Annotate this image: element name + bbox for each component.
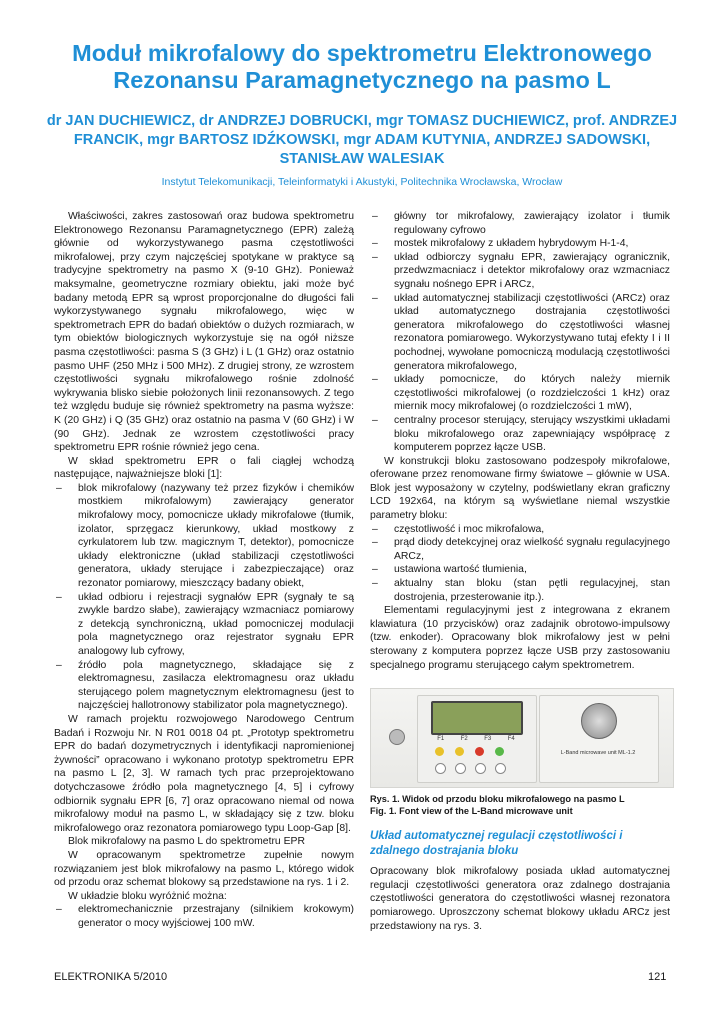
key-f2-label: F2 (460, 736, 468, 743)
key-f1-label: F1 (437, 736, 445, 743)
list-item: – centralny procesor sterujący, sterujący wszystkimi układami bloku mikrofalowego oraz zapewniający współpracę z komputerem poprzez łącze USB. (370, 414, 670, 455)
article-title: Moduł mikrofalowy do spektrometru Elektronowego Rezonansu Paramagnetycznego na pasmo L (72, 40, 652, 93)
list-item: – częstotliwość i moc mikrofalowa, (370, 523, 670, 537)
list-item: – mostek mikrofalowy z układem hybrydowym H-1-4, (370, 237, 670, 251)
list-item: – układ odbiorczy sygnału EPR, zawierający ogranicznik, przedwzmacniacz i detektor mikrofalowy oraz wzmacniacz sygnału nośnego EPR i ARCz, (370, 251, 670, 292)
bullet-list (370, 523, 670, 605)
list-item: – elektromechanicznie przestrajany (silnikiem krokowym) generator o mocy wyjściowej 100 mW. (54, 903, 354, 930)
list-item: – układ automatycznej stabilizacji częstotliwości (ARCz) oraz układ automatycznego dostrajania częstotliwości generatora mikrofalowego do częstotliwości własnej rezonatora pomiarowego. Wykorzystywano tutaj efekty I i II pochodnej, wywołane pomocniczą modulacją częstotliwości generatora mikrofalowego, (370, 292, 670, 374)
list-item: – blok mikrofalowy (nazywany też przez fizyków i chemików mostkiem mikrofalowym) zawierający generator mikrofalowy mocy, pomocnicze układy mikrofalowe (tłumik, izolator, sprzęgacz kierunkowy, układ mostkowy z cyrkulatorem lub tzw. magicznym T, detektor), pomocnicze układy elektroniczne (układ stabilizacji częstotliwości generatora, układy sterujące i zabezpieczające) oraz rezonator pomiarowy, mieszczący badany obiekt, (54, 482, 354, 591)
right-column (370, 210, 670, 933)
caption-pl: Rys. 1. Widok od przodu bloku mikrofalowego na pasmo L (370, 794, 625, 805)
key-f4-label: F4 (507, 736, 515, 743)
lcd-screen (431, 701, 523, 735)
list-item: – główny tor mikrofalowy, zawierający izolator i tłumik regulowany cyfrowo (370, 210, 670, 237)
bullet-list (54, 482, 354, 713)
function-keys (429, 733, 523, 743)
caption-en: Fig. 1. Font view of the L-Band microwave unit (370, 805, 573, 816)
bullet-list (370, 210, 670, 455)
paragraph: W opracowanym spektrometrze zupełnie nowym rozwiązaniem jest blok mikrofalowy na pasmo L, którego widok od przodu oraz schemat blokowy są przedstawione na rys. 1 i 2. (54, 849, 354, 889)
list-item: – ustawiona wartość tłumienia, (370, 563, 670, 577)
figure-caption (370, 794, 670, 817)
author-list: dr JAN DUCHIEWICZ, dr ANDRZEJ DOBRUCKI, mgr TOMASZ DUCHIEWICZ, prof. ANDRZEJ FRANCIK, mgr BARTOSZ IDŹKOWSKI, mgr ADAM KUTYNIA, ANDRZEJ SADOWSKI, STANISŁAW WALESIAK (46, 113, 678, 167)
left-column (54, 210, 354, 930)
section-title: Układ automatycznej regulacji częstotliwości i zdalnego dostrajania bloku (370, 830, 623, 858)
list-item: – układ odbioru i rejestracji sygnałów EPR (sygnały te są zwykle bardzo słabe), zawierający wzmacniacz pomiarowy z detekcją synchroniczną, układ pomocniczej modulacji pola magnetycznego oraz rejestrator sygnału EPR analogowy lub cyfrowy, (54, 591, 354, 659)
device-photo (370, 688, 674, 788)
paragraph: W ramach projektu rozwojowego Narodowego Centrum Badań i Rozwoju Nr. N R01 0018 04 pt. „Prototyp spektrometru EPR do badań dozymetrycznych i identyfikacji napromienionej żywności” opracowano i wykonano prototyp spektrometru EPR na pasmo L [2, 3]. W ramach tych prac przeprojektowano dotychczasowe źródło pola magnetycznego [4, 5] i cyfrowy odbiornik sygnału EPR [6, 7] oraz opracowano niemal od nowa mikrofalowy moduł na pasmo L, w składający się z tzw. bloku mikrofalowego oraz rezonatora pomiarowego typu Loop-Gap [8]. (54, 713, 354, 834)
list-item: – układy pomocnicze, do których należy miernik częstotliwości mikrofalowej (o rozdzielczości 1 kHz) oraz miernik mocy mikrofalowej (o rozdzielczości 1 mW), (370, 373, 670, 414)
paragraph: W układzie bloku wyróżnić można: (68, 890, 227, 902)
list-item: – prąd diody detekcyjnej oraz wielkość sygnału regulacyjnego ARCz, (370, 536, 670, 563)
affiliation: Instytut Telekomunikacji, Teleinformatyki i Akustyki, Politechnika Wrocławska, Wrocław (161, 176, 563, 188)
paragraph: Właściwości, zakres zastosowań oraz budowa spektrometru Elektronowego Rezonansu Paramagnetycznego (EPR) zależą głównie od wykorzystywanego pasma częstotliwości mikrofalowej, przy czym najczęściej spotykane w praktyce są tradycyjne spektrometry na pasmo X (9-10 GHz). Ponieważ maksymalne, geometryczne rozmiary obiektu, jaki może być badany metodą EPR są wprost proporcjonalne do długości fali wykorzystywanego sygnału mikrofalowego, więc w spektrometrach EPR do badań obiektów o dużych rozmiarach, w tym obiektów biologicznych wykorzystuje się na ogół niższe pasma częstotliwości: pasma S (3 GHz) i L (1 GHz) oraz ostatnio pasmo UHF (250 MHz i 500 MHz). Z drugiej strony, ze wzrostem częstotliwości sygnału mikrofalowego rośnie zdolność wykrywania blisko siebie położonych linii rezonansowych. Z tego też względu buduje się również spektrometry na pasma wyższe: K (20 GHz) i Q (35 GHz) oraz ostatnio na pasma V (60 GHz) i W (90 GHz). Jednak ze wzrostem częstotliwości pracy spektrometru EPR rośnie również jego cena. (54, 211, 354, 454)
paragraph: W konstrukcji bloku zastosowano podzespoły mikrofalowe, oferowane przez renomowane firmy światowe – głównie w USA. Blok jest wyposażony w czytelny, podświetlany ekran graficzny LCD 192x64, na którym są wyświetlane niemal wszystkie parametry bloku: (370, 455, 670, 522)
list-item: – źródło pola magnetycznego, składające się z elektromagnesu, zasilacza elektromagnesu oraz układu sterującego polem magnetycznym elektromagnesu (jest to najczęściej hallotronowy stabilizator pola magnetycznego). (54, 659, 354, 713)
list-item: – aktualny stan bloku (stan pętli regulacyjnej, stan dostrojenia, przesterowanie itp.). (370, 577, 670, 604)
paragraph: Opracowany blok mikrofalowy posiada układ automatycznej regulacji częstotliwości generatora oraz zdalnego dostrajania częstotliwości generatora do częstotliwości własnej rezonatora pomiarowego. Uproszczony schemat blokowy układu ARCz jest przedstawiony na rys. 3. (370, 866, 670, 932)
bullet-list (54, 903, 354, 930)
encoder-knob (581, 703, 617, 739)
page-number: 121 (648, 971, 667, 983)
journal-footer: ELEKTRONIKA 5/2010 (54, 971, 168, 983)
paragraph: W skład spektrometru EPR o fali ciągłej wchodzą następujące, najważniejsze bloki [1]: (54, 455, 354, 481)
key-f3-label: F3 (484, 736, 492, 743)
paragraph: Elementami regulacyjnymi jest z integrowana z ekranem klawiatura (10 przycisków) oraz zadajnik obrotowo-impulsowy (tzw. enkoder). Opracowany blok mikrofalowy jest w pełni sterowany z komputera poprzez łącze USB przy zastosowaniu specjalnego programu sterującego całym spektrometrem. (370, 605, 670, 671)
connector-port (389, 729, 405, 745)
paragraph: Blok mikrofalowy na pasmo L do spektrometru EPR (68, 836, 305, 848)
unit-label: L-Band microwave unit ML-1.2 (560, 750, 636, 757)
